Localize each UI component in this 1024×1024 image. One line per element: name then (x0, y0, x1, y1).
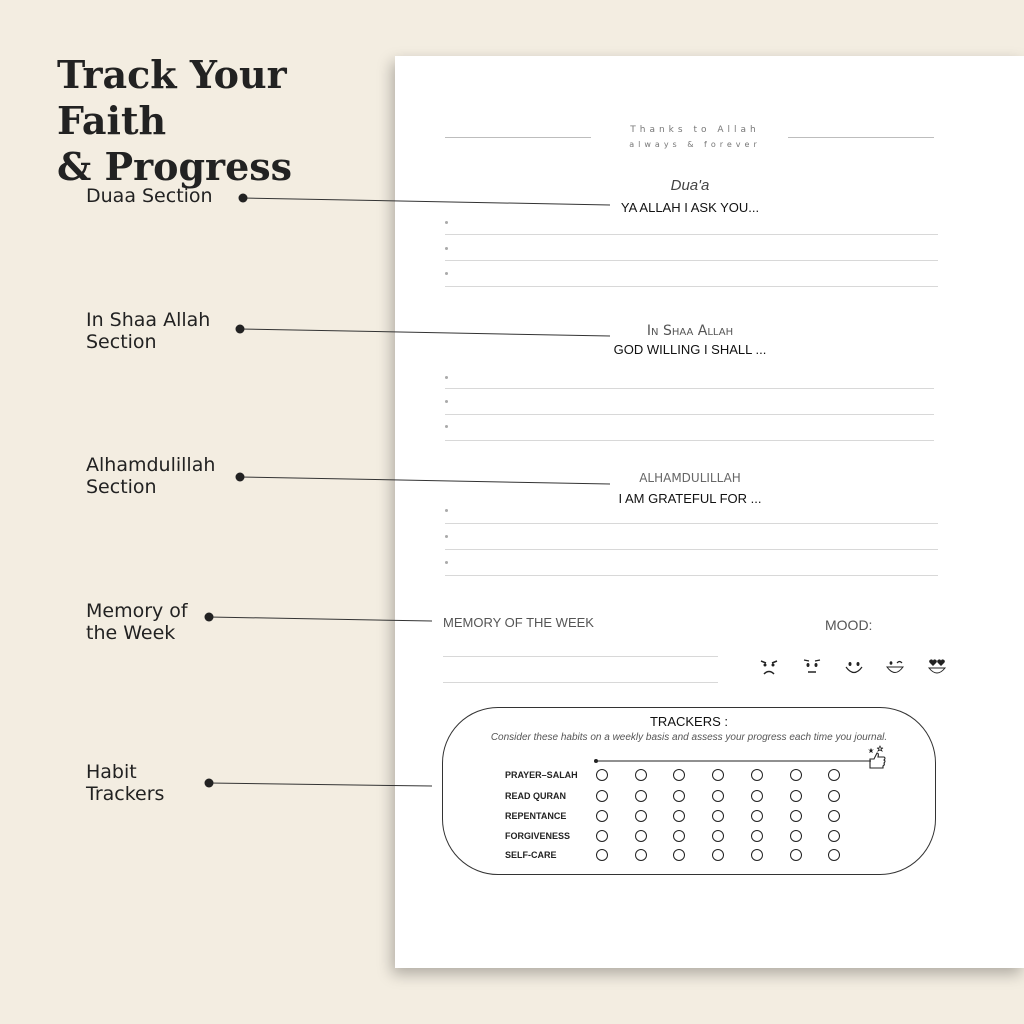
callout-inshaallah-line1: In Shaa Allah (86, 309, 211, 331)
callout-inshaallah (86, 309, 246, 353)
habit-checkbox[interactable] (712, 810, 724, 822)
trackers-box (442, 707, 936, 875)
callout-alhamdulillah (86, 454, 246, 498)
habit-checkbox[interactable] (751, 849, 763, 861)
callout-trackers-line2: Trackers (86, 783, 165, 805)
habit-name: SELF-CARE (505, 850, 557, 860)
habit-checkbox[interactable] (596, 810, 608, 822)
callout-memory (86, 600, 246, 644)
callout-memory-line2: the Week (86, 622, 176, 644)
sad-face-icon[interactable] (757, 654, 781, 678)
duaa-bullet-1 (445, 221, 448, 224)
thumbs-up-icon (865, 744, 889, 770)
habit-checkbox[interactable] (790, 769, 802, 781)
smile-face-icon[interactable] (842, 654, 866, 678)
habit-checkbox[interactable] (828, 849, 840, 861)
duaa-bullet-3 (445, 272, 448, 275)
callout-alhamdulillah-line1: Alhamdulillah (86, 454, 216, 476)
habit-checkbox[interactable] (828, 810, 840, 822)
habit-checkbox[interactable] (751, 769, 763, 781)
duaa-title: Dua'a (670, 177, 710, 194)
habit-checkbox[interactable] (828, 769, 840, 781)
headline-line-2: & Progress (57, 144, 293, 189)
habit-checkbox[interactable] (712, 769, 724, 781)
habit-checkbox[interactable] (635, 769, 647, 781)
habit-checkbox[interactable] (673, 769, 685, 781)
habit-name: FORGIVENESS (505, 831, 571, 841)
habit-checkbox[interactable] (712, 830, 724, 842)
callout-trackers (86, 761, 246, 805)
inshaallah-title: In Shaa Allah (646, 323, 734, 339)
trackers-title: TRACKERS : (649, 714, 728, 729)
memory-line-1[interactable] (443, 656, 718, 657)
habit-checkbox[interactable] (712, 849, 724, 861)
callout-alhamdulillah-line2: Section (86, 476, 157, 498)
callout-duaa-line1: Duaa Section (86, 185, 213, 207)
habit-checkbox[interactable] (790, 830, 802, 842)
habit-checkbox[interactable] (635, 790, 647, 802)
alhamdulillah-bullet-2 (445, 535, 448, 538)
alhamdulillah-bullet-3 (445, 561, 448, 564)
habit-checkbox[interactable] (635, 849, 647, 861)
mood-label: MOOD: (825, 617, 873, 633)
habit-checkbox[interactable] (673, 810, 685, 822)
callout-trackers-line1: Habit (86, 761, 137, 783)
banner-rule-right (788, 137, 934, 138)
banner-line-2: always & forever (629, 140, 761, 149)
inshaallah-line-1[interactable] (445, 388, 934, 389)
banner-line-1: Thanks to Allah (630, 125, 760, 135)
habit-name: REPENTANCE (505, 811, 567, 821)
habit-checkbox[interactable] (751, 790, 763, 802)
habit-checkbox[interactable] (635, 830, 647, 842)
inshaallah-bullet-1 (445, 376, 448, 379)
duaa-line-1[interactable] (445, 234, 938, 235)
alhamdulillah-subtitle: I AM GRATEFUL FOR ... (618, 491, 762, 506)
habit-checkbox[interactable] (828, 790, 840, 802)
duaa-bullet-2 (445, 247, 448, 250)
alhamdulillah-line-3[interactable] (445, 575, 938, 576)
alhamdulillah-line-1[interactable] (445, 523, 938, 524)
habit-checkbox[interactable] (790, 810, 802, 822)
memory-label: MEMORY OF THE WEEK (443, 615, 594, 630)
habit-name: PRAYER–SALAH (505, 770, 578, 780)
inshaallah-line-3[interactable] (445, 440, 934, 441)
progress-arrow (593, 744, 893, 772)
callout-duaa (86, 185, 246, 207)
habit-checkbox[interactable] (673, 790, 685, 802)
habit-name: READ QURAN (505, 791, 567, 801)
inshaallah-subtitle: GOD WILLING I SHALL ... (613, 342, 767, 357)
page-headline (57, 52, 397, 190)
duaa-line-2[interactable] (445, 260, 938, 261)
habit-checkbox[interactable] (790, 849, 802, 861)
alhamdulillah-bullet-1 (445, 509, 448, 512)
habit-checkbox[interactable] (596, 830, 608, 842)
alhamdulillah-line-2[interactable] (445, 549, 938, 550)
inshaallah-line-2[interactable] (445, 414, 934, 415)
habit-checkbox[interactable] (790, 790, 802, 802)
duaa-line-3[interactable] (445, 286, 938, 287)
wink-face-icon[interactable] (883, 654, 907, 678)
habit-checkbox[interactable] (596, 849, 608, 861)
banner-rule-left (445, 137, 591, 138)
trackers-description: Consider these habits on a weekly basis and assess your progress each time you journal. (490, 732, 888, 743)
alhamdulillah-title: ALHAMDULILLAH (639, 471, 741, 485)
callout-memory-line1: Memory of (86, 600, 188, 622)
inshaallah-bullet-3 (445, 425, 448, 428)
callout-inshaallah-line2: Section (86, 331, 157, 353)
habit-checkbox[interactable] (635, 810, 647, 822)
habit-checkbox[interactable] (712, 790, 724, 802)
habit-checkbox[interactable] (596, 790, 608, 802)
habit-checkbox[interactable] (673, 849, 685, 861)
inshaallah-bullet-2 (445, 400, 448, 403)
habit-checkbox[interactable] (673, 830, 685, 842)
habit-checkbox[interactable] (828, 830, 840, 842)
headline-line-1: Track Your Faith (57, 52, 287, 143)
neutral-face-icon[interactable] (800, 654, 824, 678)
habit-checkbox[interactable] (751, 810, 763, 822)
journal-page (395, 56, 1024, 968)
memory-line-2[interactable] (443, 682, 718, 683)
habit-checkbox[interactable] (751, 830, 763, 842)
heart-eyes-face-icon[interactable] (925, 654, 949, 678)
habit-checkbox[interactable] (596, 769, 608, 781)
duaa-subtitle: YA ALLAH I ASK YOU... (620, 200, 760, 215)
